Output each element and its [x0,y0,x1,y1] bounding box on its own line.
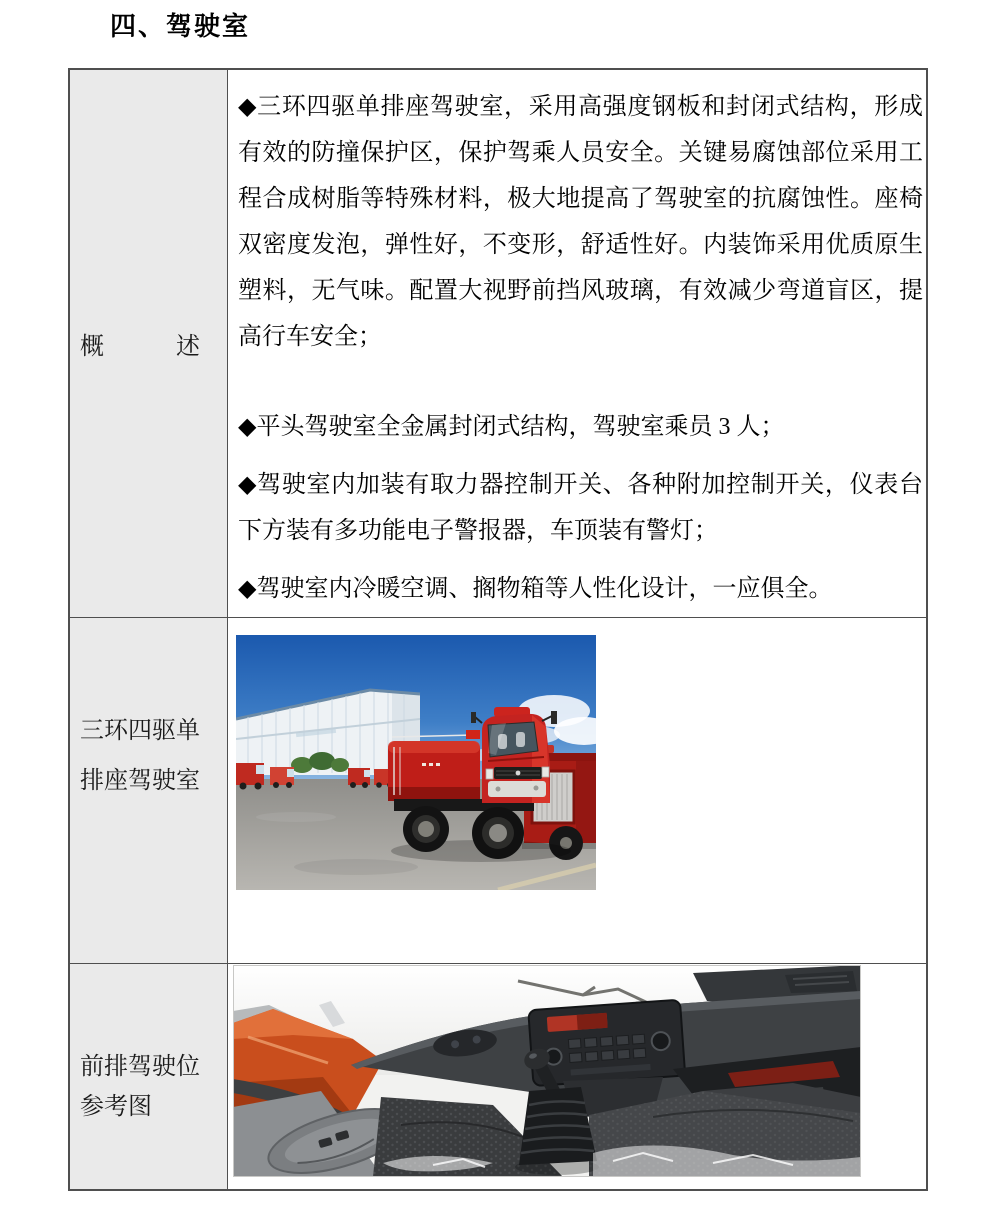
overview-content-cell [228,70,926,617]
overview-paragraph-3: ◆驾驶室内加装有取力器控制开关、各种附加控制开关，仪表台下方装有多功能电子警报器，车顶装有警灯； [238,472,923,544]
table-row-overview [70,70,926,618]
overview-paragraphs [228,70,926,612]
interior-content-cell [228,964,926,1189]
interior-label: 前排驾驶位参考图 [80,1053,200,1120]
table-row-interior [70,964,926,1189]
overview-paragraph-1: ◆三环四驱单排座驾驶室，采用高强度钢板和封闭式结构，形成有效的防撞保护区，保护驾乘人员安全。关键易腐蚀部位采用工程合成树脂等特殊材料，极大地提高了驾驶室的抗腐蚀性。座椅双密度发泡，弹性好，不变形，舒适性好。内装饰采用优质原生塑料，无气味。配置大视野前挡风玻璃，有效减少弯道盲区，提高行车安全； [238,94,923,350]
spec-table [68,68,928,1191]
overview-label-cell [70,70,228,617]
interior-label-cell [70,964,228,1189]
fire-truck-exterior-photo [236,635,596,890]
exterior-label-cell [70,618,228,963]
table-row-exterior [70,618,926,964]
exterior-content-cell [228,618,926,963]
overview-paragraph-2: ◆平头驾驶室全金属封闭式结构，驾驶室乘员 3 人； [238,414,785,440]
exterior-label: 三环四驱单排座驾驶室 [80,717,200,794]
center-console [528,1000,685,1086]
overview-label: 概 述 [80,334,200,360]
cab-interior-photo [233,965,861,1177]
page-title: 四、驾驶室 [110,11,251,41]
overview-paragraph-4: ◆驾驶室内冷暖空调、搁物箱等人性化设计，一应俱全。 [238,576,833,602]
